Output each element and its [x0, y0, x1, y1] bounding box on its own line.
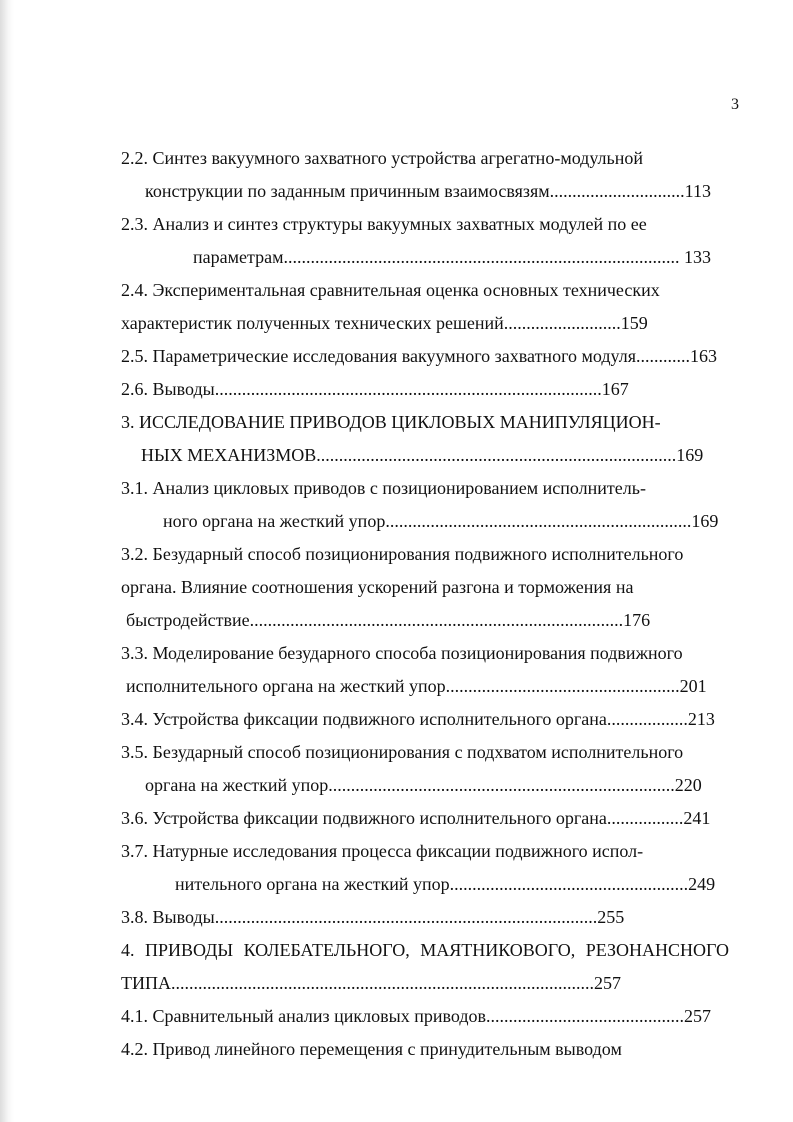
toc-2-4-line-1: 2.4. Экспериментальная сравнительная оценка основных технических	[121, 280, 660, 300]
toc-2-3-line-2: параметрам........................................................................................ 133	[193, 247, 711, 267]
toc-3-3-line-1: 3.3. Моделирование безударного способа позиционирования подвижного	[121, 643, 683, 663]
toc-4-line-2: ТИПА..............................................................................................257	[121, 973, 621, 993]
toc-4-line-1: 4. ПРИВОДЫ КОЛЕБАТЕЛЬНОГО, МАЯТНИКОВОГО, РЕЗОНАНСНОГО	[121, 940, 729, 960]
toc-3-3-line-2: исполнительного органа на жесткий упор....................................................201	[126, 676, 707, 696]
toc-2-2-line-2: конструкции по заданным причинным взаимосвязям..............................113	[145, 181, 711, 201]
toc-3-1-line-2: ного органа на жесткий упор....................................................................169	[163, 511, 719, 531]
toc-3-2-line-2: органа. Влияние соотношения ускорений разгона и торможения на	[121, 577, 634, 597]
toc-3-7-line-2: нительного органа на жесткий упор.....................................................249	[175, 874, 716, 894]
toc-3-8: 3.8. Выводы.....................................................................................255	[121, 907, 625, 927]
toc-3-line-1: 3. ИССЛЕДОВАНИЕ ПРИВОДОВ ЦИКЛОВЫХ МАНИПУЛЯЦИОН-	[121, 412, 661, 432]
toc-3-5-line-2: органа на жесткий упор.............................................................................220	[145, 775, 702, 795]
toc-3-line-2: НЫХ МЕХАНИЗМОВ................................................................................169	[141, 445, 704, 465]
toc-3-7-line-1: 3.7. Натурные исследования процесса фиксации подвижного испол-	[121, 841, 644, 861]
toc-2-2-line-1: 2.2. Синтез вакуумного захватного устройства агрегатно-модульной	[121, 148, 644, 168]
toc-3-6: 3.6. Устройства фиксации подвижного исполнительного органа.................241	[121, 808, 711, 828]
toc-3-2-line-3: быстродействие...................................................................................176	[126, 610, 651, 630]
toc-3-4: 3.4. Устройства фиксации подвижного исполнительного органа..................213	[121, 709, 715, 729]
page-number: 3	[731, 96, 739, 113]
toc-3-1-line-1: 3.1. Анализ цикловых приводов с позиционированием исполнитель-	[121, 478, 646, 498]
toc-2-6: 2.6. Выводы......................................................................................167	[121, 379, 629, 399]
toc-2-3-line-1: 2.3. Анализ и синтез структуры вакуумных захватных модулей по ее	[121, 214, 647, 234]
toc-3-5-line-1: 3.5. Безударный способ позиционирования с подхватом исполнительного	[121, 742, 684, 762]
toc-3-2-line-1: 3.2. Безударный способ позиционирования подвижного исполнительного	[121, 544, 684, 564]
scan-shadow	[0, 0, 14, 1122]
toc-4-2: 4.2. Привод линейного перемещения с принудительным выводом	[121, 1039, 622, 1059]
toc-2-5: 2.5. Параметрические исследования вакуумного захватного модуля............163	[121, 346, 718, 366]
toc-2-4-line-2: характеристик полученных технических решений..........................159	[121, 313, 648, 333]
toc-4-1: 4.1. Сравнительный анализ цикловых приводов............................................257	[121, 1006, 712, 1026]
